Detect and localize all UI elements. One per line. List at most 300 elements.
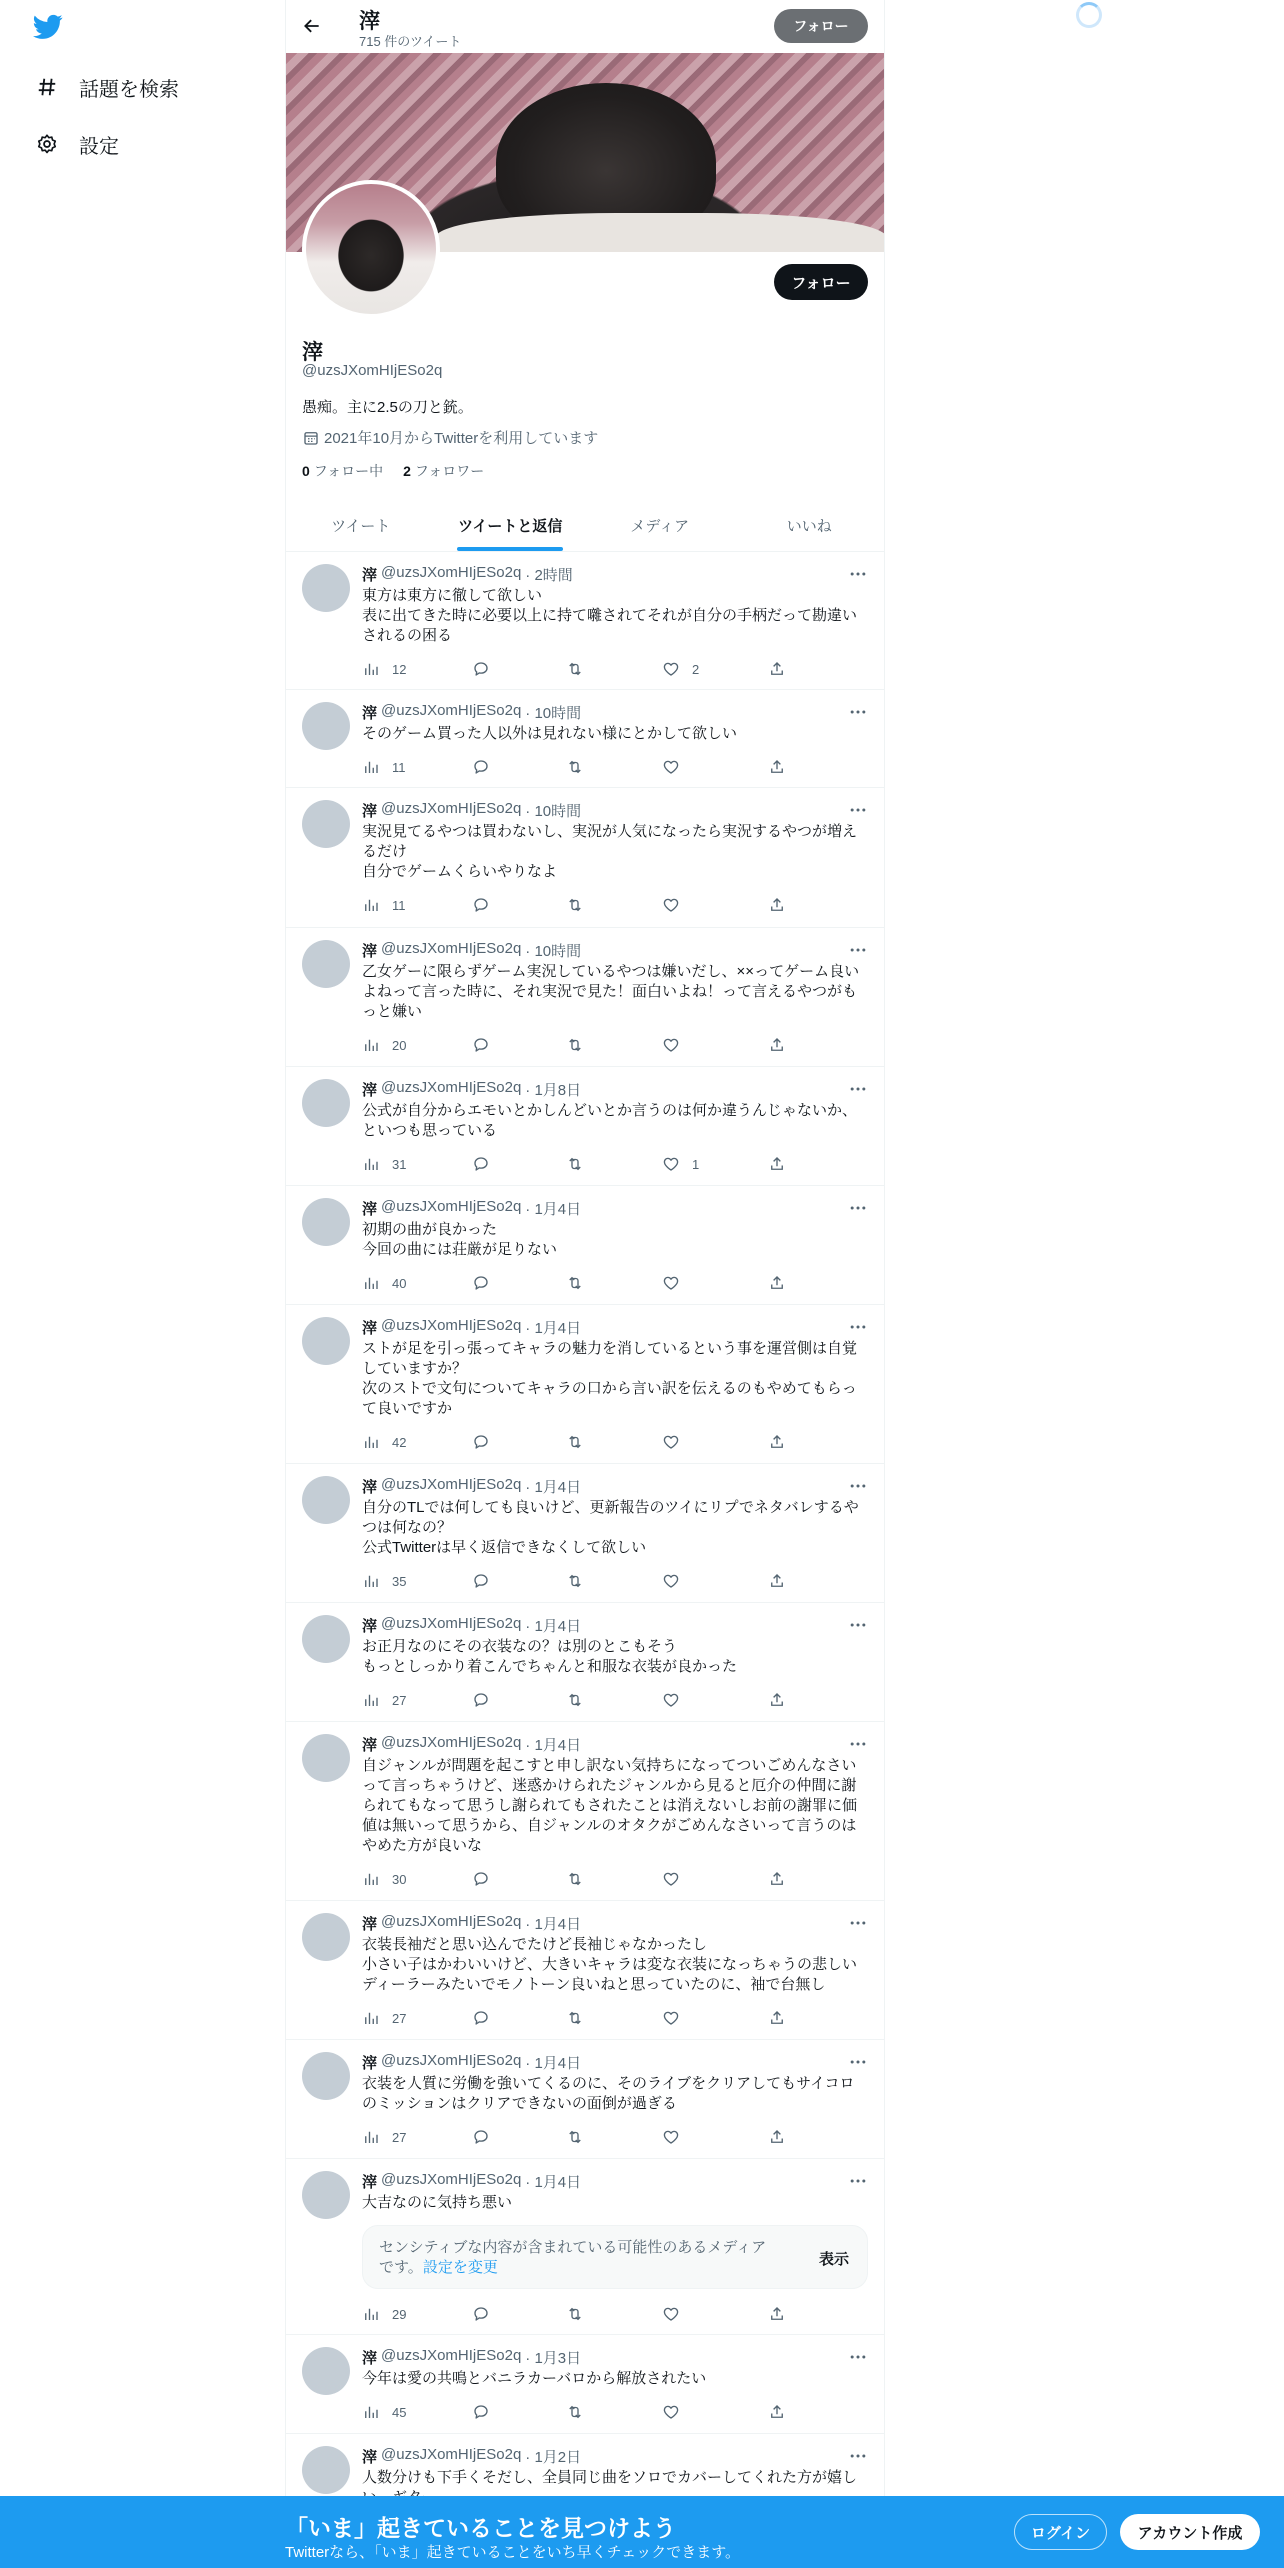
share-icon [768,1155,786,1173]
more-icon[interactable] [848,1615,868,1635]
avatar[interactable] [302,1079,350,1127]
tweet-text: 大吉なのに気持ち悪い [362,2194,513,2211]
views-icon [362,660,380,678]
login-button[interactable]: ログイン [1014,2514,1107,2550]
tweet-actions [362,2403,802,2423]
tweet[interactable] [286,1901,884,2040]
tweet-header [362,2446,581,2467]
like-button[interactable] [662,758,692,776]
views-count: 27 [392,1692,407,1708]
views-icon [362,1572,380,1590]
more-icon[interactable] [848,564,868,584]
like-button[interactable] [662,1870,692,1888]
tweet-author-handle[interactable]: @uzsJXomHIjESo2q [381,702,522,719]
reply-button[interactable] [472,896,490,914]
tweet-author-name[interactable]: 滓 [362,1201,378,1218]
avatar[interactable] [302,2052,350,2100]
profile-header-bar [286,0,884,53]
tweet-author-handle[interactable]: @uzsJXomHIjESo2q [381,1079,522,1096]
views-icon [362,1036,380,1054]
tweet-author-handle[interactable]: @uzsJXomHIjESo2q [381,800,522,817]
tweet-more-button[interactable] [848,2171,868,2191]
views-count: 11 [392,897,406,913]
tweet-author-name[interactable]: 滓 [362,1618,378,1635]
avatar[interactable] [302,1615,350,1663]
tweet-header [362,800,581,821]
reply-button[interactable] [472,1870,490,1888]
twitter-bird-icon[interactable] [33,14,63,40]
views-count: 30 [392,1871,407,1887]
retweet-button[interactable] [566,2403,584,2421]
tweet-time[interactable]: · 10時間 [525,943,582,960]
tweet-author-name[interactable]: 滓 [362,2449,378,2466]
tweet-author-name[interactable]: 滓 [362,2174,378,2191]
loading-spinner-icon [1076,2,1102,28]
views-button[interactable] [362,2305,406,2323]
retweet-button[interactable] [566,2305,584,2323]
signup-button[interactable]: アカウント作成 [1120,2514,1260,2550]
joined-text: 2021年10月からTwitterを利用しています [324,430,599,447]
tweet-author-handle[interactable]: @uzsJXomHIjESo2q [381,2052,522,2069]
tweet-text: 東方は東方に徹して欲しい 表に出てきた時に必要以上に持て囃されてそれが自分の手柄だって勘違いされるの困る [362,587,858,644]
reply-button[interactable] [472,2305,490,2323]
tweet-author-name[interactable]: 滓 [362,1320,378,1337]
share-button[interactable] [768,896,786,914]
tweet-header [362,2052,581,2073]
tweet[interactable] [286,1603,884,1722]
more-icon[interactable] [848,2171,868,2191]
tweet-time[interactable]: · 1月4日 [525,1479,582,1496]
share-button[interactable] [768,2009,786,2027]
views-icon [362,1274,380,1292]
share-icon [768,896,786,914]
views-count: 27 [392,2129,407,2145]
header-follow-button[interactable]: フォロー [774,9,868,43]
followers-count: 2 [403,463,411,479]
share-icon [768,1274,786,1292]
share-icon [768,1691,786,1709]
tweet[interactable] [286,1186,884,1305]
tweet-time[interactable]: · 1月4日 [525,2055,582,2072]
more-icon[interactable] [848,702,868,722]
retweet-icon [566,758,584,776]
reply-icon [472,1433,490,1451]
reply-icon [472,896,490,914]
nav-explore-label: 話題を検索 [79,78,179,101]
share-icon [768,660,786,678]
avatar[interactable] [302,800,350,848]
views-count: 35 [392,1573,407,1589]
tweet-header [362,1198,581,1219]
tweet-header [362,1476,581,1497]
like-button[interactable] [662,1274,692,1292]
views-icon [362,896,380,914]
profile-name: 滓 [302,341,323,364]
views-count: 12 [392,661,407,677]
avatar[interactable] [302,702,350,750]
like-button[interactable] [662,1036,692,1054]
avatar[interactable] [302,564,350,612]
tweet-time[interactable]: · 10時間 [525,705,582,722]
like-icon [662,660,680,678]
tweet-time[interactable]: · 1月8日 [525,1082,582,1099]
reply-button[interactable] [472,660,490,678]
tweet-actions [362,2128,802,2148]
share-icon [768,1572,786,1590]
share-button[interactable] [768,1572,786,1590]
tweet-actions [362,1155,802,1175]
tweet[interactable] [286,1305,884,1464]
tweet-header [362,702,581,723]
views-count: 20 [392,1037,407,1053]
reply-button[interactable] [472,2128,490,2146]
share-button[interactable] [768,1036,786,1054]
views-icon [362,2403,380,2421]
share-button[interactable] [768,1870,786,1888]
tweet-time[interactable]: · 10時間 [525,803,582,820]
more-icon[interactable] [848,2446,868,2466]
views-count: 27 [392,2010,407,2026]
retweet-button[interactable] [566,1036,584,1054]
more-icon[interactable] [848,1317,868,1337]
tweet-author-name[interactable]: 滓 [362,803,378,820]
profile-avatar[interactable] [302,180,440,318]
reply-icon [472,1870,490,1888]
reply-button[interactable] [472,2403,490,2421]
tweet-header [362,1615,581,1636]
tweet-more-button[interactable] [848,2446,868,2466]
tweet[interactable] [286,2159,884,2335]
reply-icon [472,1691,490,1709]
reply-button[interactable] [472,1274,490,1292]
show-media-button[interactable]: 表示 [818,2251,849,2268]
back-button[interactable] [294,8,330,44]
more-icon[interactable] [848,1913,868,1933]
tweet-text: 自ジャンルが問題を起こすと申し訳ない気持ちになってついごめんなさいって言っちゃうけど、迷惑かけられたジャンルから見ると厄介の仲間に謝られてもなって思うし謝られてもされたことは消えないしお前の謝罪に価値は無いって思うから、自ジャンルのオタクがごめんなさいって言うのはやめた方が良いな [362,1757,858,1854]
tweet-more-button[interactable] [848,940,868,960]
views-count: 29 [392,2306,407,2322]
reply-icon [472,1572,490,1590]
views-icon [362,1433,380,1451]
tweet[interactable] [286,1464,884,1603]
more-icon[interactable] [848,1198,868,1218]
profile-bio: 愚痴。主に2.5の刀と銃。 [302,399,473,416]
hashtag-icon [35,75,59,99]
nav-explore[interactable] [35,67,179,107]
tab-tweets[interactable]: ツイート [331,518,391,535]
tweet-more-button[interactable] [848,800,868,820]
views-button[interactable] [362,1036,406,1054]
tweet-text: お正月なのにその衣装なの？は別のとこもそう もっとしっかり着こんでちゃんと和服な衣装が良かった [362,1638,738,1675]
like-button[interactable] [662,1155,699,1173]
tweet-author-handle[interactable]: @uzsJXomHIjESo2q [381,1913,522,1930]
more-icon[interactable] [848,940,868,960]
tweet-header [362,1317,581,1338]
reply-button[interactable] [472,758,490,776]
tweet-more-button[interactable] [848,1079,868,1099]
tweet-more-button[interactable] [848,2052,868,2072]
reply-icon [472,1274,490,1292]
tweet-actions [362,1274,802,1294]
like-count: 1 [692,1156,700,1172]
followers-label: フォロワー [414,463,485,479]
retweet-button[interactable] [566,1274,584,1292]
retweet-icon [566,1870,584,1888]
like-icon [662,1155,680,1173]
share-button[interactable] [768,1274,786,1292]
like-icon [662,1572,680,1590]
tweet-more-button[interactable] [848,1476,868,1496]
share-icon [768,758,786,776]
views-icon [362,2305,380,2323]
share-icon [768,2305,786,2323]
nav-settings[interactable] [35,124,119,164]
tweet-count: 715 件のツイート [359,34,462,49]
signup-banner [0,2496,1284,2568]
tweet-author-name[interactable]: 滓 [362,567,378,584]
nav-settings-label: 設定 [79,135,119,158]
more-icon[interactable] [848,1734,868,1754]
banner-bed-image [436,213,884,252]
tweet-text: 人数分けも下手くそだし、全員同じ曲をソロでカバーしてくれた方が嬉し [362,2469,858,2486]
views-icon [362,1155,380,1173]
share-button[interactable] [768,2305,786,2323]
like-button[interactable] [662,1691,692,1709]
like-button[interactable] [662,896,692,914]
tweet-time[interactable]: · 1月4日 [525,2174,582,2191]
tweet[interactable] [286,690,884,788]
retweet-icon [566,896,584,914]
tweet-time[interactable]: · 1月3日 [525,2350,582,2367]
change-settings-link[interactable]: 設定を変更 [422,2259,498,2276]
avatar[interactable] [302,940,350,988]
retweet-button[interactable] [566,1572,584,1590]
profile-joined [302,427,598,448]
share-button[interactable] [768,660,786,678]
sensitive-media-notice [362,2225,868,2289]
like-icon [662,2128,680,2146]
retweet-icon [566,2305,584,2323]
views-button[interactable] [362,2009,406,2027]
more-icon[interactable] [848,800,868,820]
more-icon[interactable] [848,1476,868,1496]
avatar[interactable] [302,1317,350,1365]
views-button[interactable] [362,2403,406,2421]
tweet-header [362,1913,581,1934]
reply-button[interactable] [472,1155,490,1173]
tweet-author-handle[interactable]: @uzsJXomHIjESo2q [381,940,522,957]
like-icon [662,2403,680,2421]
reply-icon [472,2403,490,2421]
reply-icon [472,2128,490,2146]
tweet-author-name[interactable]: 滓 [362,943,378,960]
tweet-author-name[interactable]: 滓 [362,2055,378,2072]
tweet[interactable] [286,1722,884,1901]
reply-button[interactable] [472,1433,490,1451]
views-button[interactable] [362,1274,406,1292]
like-button[interactable] [662,2305,692,2323]
reply-icon [472,2009,490,2027]
avatar[interactable] [302,1198,350,1246]
retweet-icon [566,1274,584,1292]
share-button[interactable] [768,758,786,776]
followers-link[interactable] [403,461,484,481]
tweet-author-handle[interactable]: @uzsJXomHIjESo2q [381,2171,522,2188]
views-icon [362,2009,380,2027]
retweet-button[interactable] [566,2128,584,2146]
tweet-more-button[interactable] [848,1913,868,1933]
tweet-author-name[interactable]: 滓 [362,1916,378,1933]
avatar[interactable] [302,1476,350,1524]
retweet-button[interactable] [566,896,584,914]
share-button[interactable] [768,2403,786,2421]
following-label: フォロー中 [313,463,384,479]
tweet-author-name[interactable]: 滓 [362,1737,378,1754]
views-button[interactable] [362,1155,406,1173]
tweet-author-handle[interactable]: @uzsJXomHIjESo2q [381,2446,522,2463]
views-button[interactable] [362,1433,406,1451]
share-icon [768,2009,786,2027]
tweet-time[interactable]: · 1月4日 [525,1737,582,1754]
tweet-actions [362,2009,802,2029]
share-button[interactable] [768,1691,786,1709]
signup-banner-title: 「いま」起きていることを見つけよう [285,2515,676,2541]
retweet-button[interactable] [566,1691,584,1709]
tweet-author-name[interactable]: 滓 [362,1479,378,1496]
views-button[interactable] [362,1691,406,1709]
share-button[interactable] [768,1433,786,1451]
reply-icon [472,758,490,776]
like-button[interactable] [662,2128,692,2146]
tweet-header [362,2171,581,2192]
views-button[interactable] [362,758,406,776]
gear-icon [35,132,59,156]
tweet-text: ストが足を引っ張ってキャラの魅力を消しているという事を運営側は自覚していますか？ 次のストで文句についてキャラの口から言い訳を伝えるのもやめてもらって良いですか [362,1340,858,1417]
views-button[interactable] [362,660,406,678]
tweet-author-name[interactable]: 滓 [362,1082,378,1099]
tweet-time[interactable]: · 1月4日 [525,1201,582,1218]
tweet-author-handle[interactable]: @uzsJXomHIjESo2q [381,1734,522,1751]
tweet-time[interactable]: · 1月2日 [525,2449,582,2466]
tab-media[interactable]: メディア [630,518,690,535]
views-icon [362,1691,380,1709]
like-button[interactable] [662,2009,692,2027]
tweet-author-name[interactable]: 滓 [362,2350,378,2367]
reply-button[interactable] [472,1572,490,1590]
reply-icon [472,1155,490,1173]
avatar[interactable] [302,1734,350,1782]
retweet-button[interactable] [566,660,584,678]
reply-icon [472,1036,490,1054]
tweet-more-button[interactable] [848,1198,868,1218]
tweet[interactable] [286,2335,884,2434]
tweet-time[interactable]: · 1月4日 [525,1320,582,1337]
avatar[interactable] [302,1913,350,1961]
profile-follow-button[interactable]: フォロー [774,264,868,300]
calendar-icon [302,429,320,447]
tweet-text: 衣装長袖だと思い込んでたけど長袖じゃなかったし 小さい子はかわいいけど、大きいキャラは変な衣装になっちゃうの悲しい ディーラーみたいでモノトーン良いねと思っていたのに、袖で台無し [362,1936,858,1993]
retweet-button[interactable] [566,2009,584,2027]
like-button[interactable] [662,660,699,678]
tweet[interactable] [286,552,884,690]
tweet-author-handle[interactable]: @uzsJXomHIjESo2q [381,1615,522,1632]
tweet-author-handle[interactable]: @uzsJXomHIjESo2q [381,1198,522,1215]
sensitive-text: センシティブな内容が含まれている可能性のあるメディアです。設定を変更 [379,2239,767,2276]
reply-button[interactable] [472,2009,490,2027]
views-button[interactable] [362,896,406,914]
reply-icon [472,660,490,678]
tweet-time[interactable]: · 2時間 [525,567,573,584]
reply-button[interactable] [472,1691,490,1709]
views-button[interactable] [362,1572,406,1590]
tweet-header [362,1079,581,1100]
like-icon [662,2009,680,2027]
tweet-author-handle[interactable]: @uzsJXomHIjESo2q [381,2347,522,2364]
more-icon[interactable] [848,2052,868,2072]
retweet-button[interactable] [566,1870,584,1888]
tweet-author-handle[interactable]: @uzsJXomHIjESo2q [381,1317,522,1334]
tweet-author-name[interactable]: 滓 [362,705,378,722]
like-button[interactable] [662,1433,692,1451]
following-link[interactable] [302,461,383,481]
share-button[interactable] [768,1155,786,1173]
retweet-icon [566,2403,584,2421]
tweet-more-button[interactable] [848,702,868,722]
tweet-more-button[interactable] [848,2347,868,2367]
tweet-actions [362,1572,802,1592]
avatar[interactable] [302,2446,350,2494]
retweet-button[interactable] [566,1433,584,1451]
tweet-time[interactable]: · 1月4日 [525,1618,582,1635]
tweet-time[interactable]: · 1月4日 [525,1916,582,1933]
tweet-header [362,2347,581,2368]
reply-button[interactable] [472,1036,490,1054]
tweet-author-handle[interactable]: @uzsJXomHIjESo2q [381,1476,522,1493]
retweet-button[interactable] [566,758,584,776]
tweet-more-button[interactable] [848,1317,868,1337]
tab-likes[interactable]: いいね [786,518,832,535]
tweet[interactable] [286,1067,884,1186]
like-button[interactable] [662,2403,692,2421]
views-count: 40 [392,1275,407,1291]
tweet-text: 実況見てるやつは買わないし、実況が人気になったら実況するやつが増えるだけ 自分でゲームくらいやりなよ [362,823,858,880]
tweet-more-button[interactable] [848,1734,868,1754]
tweet[interactable] [286,928,884,1067]
like-button[interactable] [662,1572,692,1590]
tweet-header [362,1734,581,1755]
more-icon[interactable] [848,1079,868,1099]
views-button[interactable] [362,1870,406,1888]
tweet-more-button[interactable] [848,1615,868,1635]
avatar[interactable] [302,2347,350,2395]
tweet[interactable] [286,2040,884,2159]
signup-banner-subtitle: Twitterなら、「いま」起きていることをいち早くチェックできます。 [285,2544,741,2561]
tweet-author-handle[interactable]: @uzsJXomHIjESo2q [381,564,522,581]
like-icon [662,1691,680,1709]
share-icon [768,1433,786,1451]
tab-tweets-replies[interactable]: ツイートと返信 [436,500,586,551]
retweet-button[interactable] [566,1155,584,1173]
tweet-text: 自分のTLでは何しても良いけど、更新報告のツイにリプでネタバレするやつは何なの？ 公式Twitterは早く返信できなくして欲しい [362,1499,859,1556]
share-button[interactable] [768,2128,786,2146]
tweet[interactable] [286,788,884,928]
tweet-more-button[interactable] [848,564,868,584]
reply-icon [472,2305,490,2323]
tweet-actions [362,2305,802,2325]
avatar[interactable] [302,2171,350,2219]
views-button[interactable] [362,2128,406,2146]
more-icon[interactable] [848,2347,868,2367]
